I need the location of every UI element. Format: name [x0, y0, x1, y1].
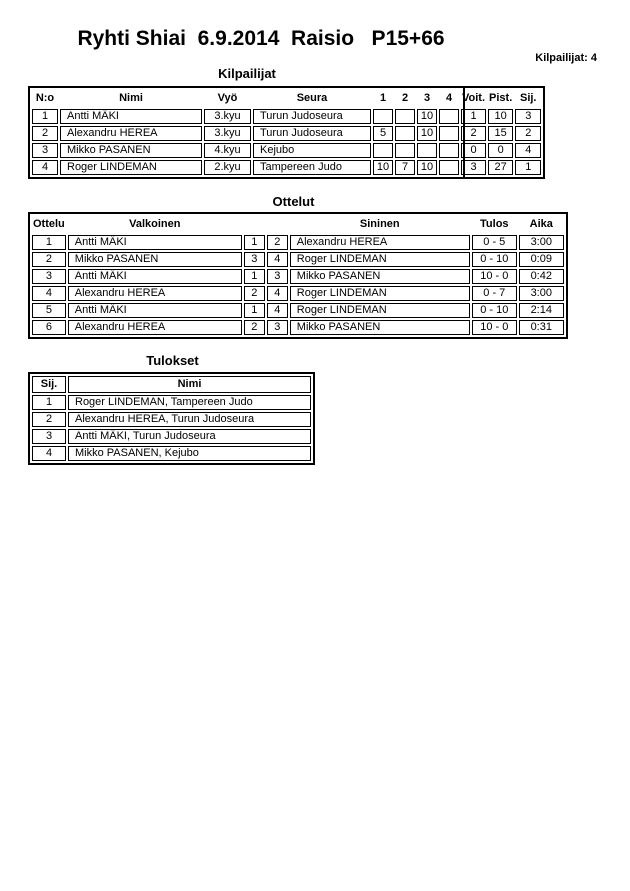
cell-score3: 10 — [417, 126, 437, 141]
tulokset-table-wrap — [28, 372, 315, 465]
ottelut-row — [32, 303, 564, 318]
cell-vyo: 3.kyu — [204, 109, 251, 124]
kilpailijat-header-row — [32, 90, 541, 107]
kilpailijat-col-vyo: Vyö — [217, 92, 238, 104]
ottelut-row — [32, 269, 564, 284]
cell-score4 — [439, 160, 459, 175]
cell-place: 4 — [32, 446, 66, 461]
ottelut-header-row — [32, 216, 564, 233]
ottelut-col-white-no — [244, 216, 265, 233]
cell-result: 0 - 7 — [472, 286, 517, 301]
cell-voit: 1 — [461, 109, 486, 124]
page-title: Ryhti Shiai 6.9.2014 Raisio P15+66 — [77, 27, 445, 50]
tulokset-col-sij: Sij. — [32, 376, 66, 393]
cell-competitor: Mikko PASANEN, Kejubo — [68, 446, 311, 461]
cell-white-no: 2 — [244, 320, 265, 335]
tulokset-row — [32, 412, 311, 427]
cell-blue-name: Roger LINDEMAN — [290, 252, 470, 267]
kilpailijat-col-match2: 2 — [401, 92, 409, 104]
cell-white-name: Antti MÄKI — [68, 235, 242, 250]
kilpailijat-col-sij: Sij. — [519, 92, 537, 104]
cell-voit: 3 — [461, 160, 486, 175]
cell-blue-no: 4 — [267, 286, 288, 301]
ottelut-row — [32, 252, 564, 267]
cell-white-name: Alexandru HEREA — [68, 320, 242, 335]
cell-time: 2:14 — [519, 303, 564, 318]
ottelut-col-aika: Aika — [529, 218, 553, 230]
cell-competitor: Roger LINDEMAN, Tampereen Judo — [68, 395, 311, 410]
kilpailijat-col-voit: Voit. — [462, 92, 486, 104]
cell-white-no: 3 — [244, 252, 265, 267]
cell-result: 0 - 5 — [472, 235, 517, 250]
cell-blue-name: Mikko PASANEN — [290, 320, 470, 335]
ottelut-heading: Ottelut — [272, 194, 315, 209]
cell-white-no: 1 — [244, 303, 265, 318]
cell-seura: Turun Judoseura — [253, 109, 371, 124]
cell-score1 — [373, 109, 393, 124]
cell-competitor: Alexandru HEREA, Turun Judoseura — [68, 412, 311, 427]
cell-score2 — [395, 126, 415, 141]
kilpailijat-row — [32, 126, 541, 141]
cell-score3: 10 — [417, 109, 437, 124]
cell-sij: 2 — [515, 126, 541, 141]
cell-place: 1 — [32, 395, 66, 410]
cell-vyo: 4.kyu — [204, 143, 251, 158]
cell-result: 0 - 10 — [472, 303, 517, 318]
cell-score2 — [395, 143, 415, 158]
cell-match-no: 5 — [32, 303, 66, 318]
cell-time: 0:09 — [519, 252, 564, 267]
ottelut-col-tulos: Tulos — [480, 218, 509, 230]
cell-place: 2 — [32, 412, 66, 427]
ottelut-row — [32, 235, 564, 250]
cell-voit: 0 — [461, 143, 486, 158]
cell-score3 — [417, 143, 437, 158]
cell-nimi: Antti MÄKI — [60, 109, 202, 124]
cell-vyo: 2.kyu — [204, 160, 251, 175]
cell-no: 2 — [32, 126, 58, 141]
ottelut-row — [32, 286, 564, 301]
cell-score4 — [439, 109, 459, 124]
cell-pist: 10 — [488, 109, 513, 124]
cell-white-no: 1 — [244, 269, 265, 284]
cell-white-name: Antti MÄKI — [68, 269, 242, 284]
cell-voit: 2 — [461, 126, 486, 141]
cell-score4 — [439, 143, 459, 158]
cell-seura: Tampereen Judo — [253, 160, 371, 175]
cell-score2: 7 — [395, 160, 415, 175]
cell-pist: 15 — [488, 126, 513, 141]
cell-nimi: Roger LINDEMAN — [60, 160, 202, 175]
cell-score2 — [395, 109, 415, 124]
tulokset-row — [32, 395, 311, 410]
cell-match-no: 1 — [32, 235, 66, 250]
cell-vyo: 3.kyu — [204, 126, 251, 141]
cell-score4 — [439, 126, 459, 141]
ottelut-row — [32, 320, 564, 335]
kilpailijat-row — [32, 160, 541, 175]
cell-competitor: Antti MÄKI, Turun Judoseura — [68, 429, 311, 444]
cell-seura: Kejubo — [253, 143, 371, 158]
ottelut-col-valkoinen: Valkoinen — [129, 218, 181, 230]
tulokset-row — [32, 446, 311, 461]
cell-blue-no: 3 — [267, 320, 288, 335]
cell-sij: 4 — [515, 143, 541, 158]
ottelut-col-sininen: Sininen — [359, 218, 400, 230]
kilpailijat-heading: Kilpailijat — [218, 66, 276, 81]
cell-score1 — [373, 143, 393, 158]
cell-no: 4 — [32, 160, 58, 175]
competitors-count-label: Kilpailijat: 4 — [535, 52, 597, 64]
cell-sij: 3 — [515, 109, 541, 124]
cell-match-no: 6 — [32, 320, 66, 335]
ottelut-col-ottelu: Ottelu — [33, 218, 65, 230]
cell-white-name: Antti MÄKI — [68, 303, 242, 318]
cell-nimi: Mikko PASANEN — [60, 143, 202, 158]
cell-white-no: 2 — [244, 286, 265, 301]
cell-time: 0:31 — [519, 320, 564, 335]
cell-white-no: 1 — [244, 235, 265, 250]
kilpailijat-col-match3: 3 — [423, 92, 431, 104]
cell-nimi: Alexandru HEREA — [60, 126, 202, 141]
cell-white-name: Alexandru HEREA — [68, 286, 242, 301]
kilpailijat-col-no: N:o — [35, 92, 55, 104]
kilpailijat-col-seura: Seura — [296, 92, 328, 104]
cell-no: 3 — [32, 143, 58, 158]
ottelut-col-blue-no — [267, 216, 288, 233]
kilpailijat-row — [32, 109, 541, 124]
cell-sij: 1 — [515, 160, 541, 175]
cell-time: 3:00 — [519, 286, 564, 301]
cell-time: 0:42 — [519, 269, 564, 284]
cell-white-name: Mikko PASANEN — [68, 252, 242, 267]
kilpailijat-row — [32, 143, 541, 158]
cell-blue-name: Roger LINDEMAN — [290, 303, 470, 318]
cell-score1: 10 — [373, 160, 393, 175]
tulokset-header-row — [32, 376, 311, 393]
cell-score1: 5 — [373, 126, 393, 141]
kilpailijat-table — [28, 86, 545, 179]
cell-result: 10 - 0 — [472, 269, 517, 284]
cell-blue-name: Alexandru HEREA — [290, 235, 470, 250]
cell-blue-no: 3 — [267, 269, 288, 284]
cell-pist: 27 — [488, 160, 513, 175]
cell-blue-name: Roger LINDEMAN — [290, 286, 470, 301]
cell-blue-no: 4 — [267, 252, 288, 267]
cell-blue-no: 2 — [267, 235, 288, 250]
cell-score3: 10 — [417, 160, 437, 175]
ottelut-table-wrap — [28, 212, 568, 339]
kilpailijat-col-match1: 1 — [379, 92, 387, 104]
cell-pist: 0 — [488, 143, 513, 158]
cell-time: 3:00 — [519, 235, 564, 250]
cell-result: 0 - 10 — [472, 252, 517, 267]
cell-blue-name: Mikko PASANEN — [290, 269, 470, 284]
cell-seura: Turun Judoseura — [253, 126, 371, 141]
tulokset-heading: Tulokset — [146, 353, 199, 368]
tulokset-col-nimi: Nimi — [68, 376, 311, 393]
cell-result: 10 - 0 — [472, 320, 517, 335]
cell-place: 3 — [32, 429, 66, 444]
kilpailijat-col-pist: Pist. — [489, 92, 513, 104]
kilpailijat-col-match4: 4 — [445, 92, 453, 104]
cell-blue-no: 4 — [267, 303, 288, 318]
ottelut-table — [28, 212, 568, 339]
tulokset-row — [32, 429, 311, 444]
cell-no: 1 — [32, 109, 58, 124]
cell-match-no: 4 — [32, 286, 66, 301]
cell-match-no: 3 — [32, 269, 66, 284]
cell-match-no: 2 — [32, 252, 66, 267]
kilpailijat-col-nimi: Nimi — [119, 92, 143, 104]
kilpailijat-table-wrap — [28, 86, 545, 179]
tulokset-table — [28, 372, 315, 465]
